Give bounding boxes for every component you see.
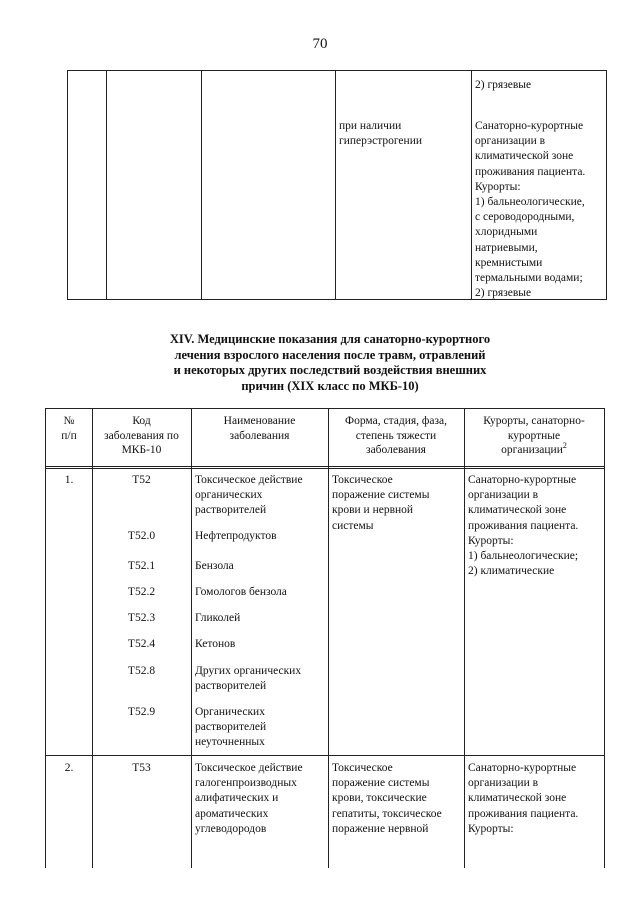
section-heading: XIV. Медицинские показания для санаторно-курортного лечения взрослого населения после травм, отравлений и некоторых других последствий воздействия внешних причин (XIX класс по МКБ-10) xyxy=(169,332,491,393)
column-divider xyxy=(471,71,472,299)
disease-name: Гликолей xyxy=(195,612,241,624)
resorts-cell: 2) грязевые xyxy=(475,79,532,91)
icd-code: T53 xyxy=(132,762,151,774)
indications-table xyxy=(45,408,605,868)
continued-table xyxy=(67,70,607,300)
header-form: Форма, стадия, фаза, степень тяжести заболевания xyxy=(345,415,447,456)
icd-code: T52.1 xyxy=(127,560,156,572)
disease-name: Гомологов бензола xyxy=(195,586,287,598)
condition-cell: при наличии гиперэстрогении xyxy=(339,120,423,148)
disease-name: Токсическое действие галогенпроизводных алифатических и ароматических углеводородов xyxy=(195,762,303,835)
page-number: 70 xyxy=(312,36,328,52)
resorts: Санаторно-курортные организации в климатической зоне проживания пациента. Курорты: 1) бальнеологические; 2) климатические xyxy=(468,474,579,578)
icd-code: T52 xyxy=(132,474,151,486)
row-number: 2. xyxy=(64,762,74,774)
column-divider xyxy=(328,409,329,868)
resorts: Санаторно-курортные организации в климатической зоне проживания пациента. Курорты: xyxy=(468,762,579,835)
disease-form: Токсическое поражение системы крови, токсические гепатиты, токсическое поражение нервной xyxy=(332,762,442,835)
icd-code: T52.0 xyxy=(127,530,156,542)
header-divider xyxy=(46,466,604,469)
column-divider xyxy=(464,409,465,868)
disease-name: Кетонов xyxy=(195,638,236,650)
icd-code: T52.8 xyxy=(127,665,156,677)
footnote-marker: 2 xyxy=(562,441,567,451)
disease-name: Других органических растворителей xyxy=(195,665,302,693)
disease-name: Нефтепродуктов xyxy=(195,530,277,542)
resorts-cell: Санаторно-курортные организации в климатической зоне проживания пациента. Курорты: 1) бальнеологические, с сероводородными, хлоридными натриевыми, кремнистыми термальными водами; 2) грязевые xyxy=(475,120,586,300)
row-number: 1. xyxy=(64,474,74,486)
disease-name: Органических растворителей неуточненных xyxy=(195,706,267,749)
row-divider xyxy=(46,755,604,756)
column-divider xyxy=(191,409,192,868)
disease-name: Токсическое действие органических растворителей xyxy=(195,474,303,517)
icd-code: T52.9 xyxy=(127,706,156,718)
icd-code: T52.3 xyxy=(127,612,156,624)
column-divider xyxy=(106,71,107,299)
header-code: Код заболевания по МКБ-10 xyxy=(104,415,179,456)
header-num: № п/п xyxy=(61,415,77,442)
disease-form: Токсическое поражение системы крови и нервной системы xyxy=(332,474,430,532)
disease-name: Бензола xyxy=(195,560,234,572)
icd-code: T52.4 xyxy=(127,638,156,650)
header-resorts: Курорты, санаторно- курортные организации$^2$ xyxy=(483,415,585,456)
column-divider xyxy=(335,71,336,299)
header-name: Наименование заболевания xyxy=(223,415,296,442)
column-divider xyxy=(201,71,202,299)
icd-code: T52.2 xyxy=(127,586,156,598)
